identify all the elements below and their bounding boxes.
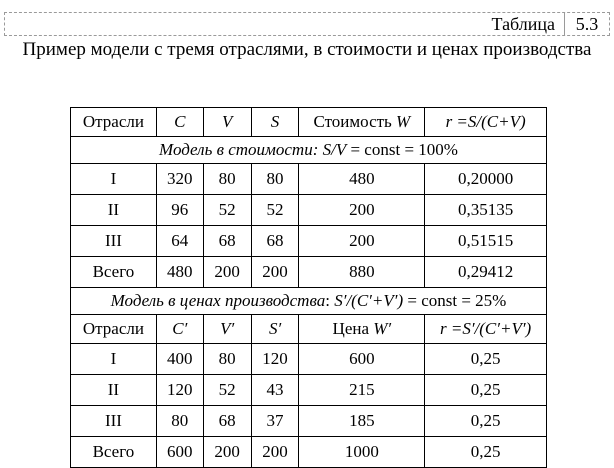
table-cell: 0,35135: [425, 195, 547, 226]
row-label-cell: Всего: [71, 437, 157, 468]
table-row: [71, 164, 547, 195]
header2-r: r =S′/(C′+V′): [425, 315, 547, 344]
model-table: [70, 107, 547, 468]
header2-w-symbol: W′: [373, 319, 392, 338]
table-cell: 80: [251, 164, 299, 195]
header-row-value: [71, 108, 547, 137]
table-cell: 96: [156, 195, 203, 226]
header2-c: C′: [156, 315, 203, 344]
header-w: [299, 108, 425, 137]
section-value-formula-var: S/V: [322, 140, 347, 159]
section-row-value: [71, 137, 547, 164]
table-cell: 68: [251, 226, 299, 257]
header-w-symbol: W: [396, 112, 411, 131]
table-row: [71, 375, 547, 406]
section-row-price: [71, 288, 547, 315]
section-value-formula-rest: = const = 100%: [346, 140, 458, 159]
table-cell: 64: [156, 226, 203, 257]
table-cell: 215: [299, 375, 425, 406]
header-row-price: [71, 315, 547, 344]
row-label-cell: I: [71, 344, 157, 375]
row-label-cell: III: [71, 406, 157, 437]
table-cell: 480: [299, 164, 425, 195]
row-label-cell: Всего: [71, 257, 157, 288]
table-cell: 200: [251, 257, 299, 288]
table-cell: 400: [156, 344, 203, 375]
row-label-cell: II: [71, 195, 157, 226]
table-cell: 320: [156, 164, 203, 195]
table-cell: 80: [156, 406, 203, 437]
header-s: S: [251, 108, 299, 137]
table-cell: 0,25: [425, 344, 547, 375]
header-branches: Отрасли: [71, 108, 157, 137]
section-value-label: Модель в стоимости:: [159, 140, 323, 159]
header2-s: S′: [251, 315, 299, 344]
section-price-formula-rest: = const = 25%: [403, 291, 507, 310]
table-cell: 0,25: [425, 406, 547, 437]
table-cell: 600: [156, 437, 203, 468]
caption-number: 5.3: [564, 13, 609, 35]
header-c: C: [156, 108, 203, 137]
section-price-label: Модель в ценах производства: [110, 291, 326, 310]
table-cell: 480: [156, 257, 203, 288]
header2-branches: Отрасли: [71, 315, 157, 344]
table-row: [71, 257, 547, 288]
table-caption-bar: [4, 12, 610, 36]
table-cell: 0,51515: [425, 226, 547, 257]
table-title: Пример модели с тремя отраслями, в стоимости и ценах производства: [22, 39, 592, 60]
section-price-model: [71, 288, 547, 315]
table-cell: 600: [299, 344, 425, 375]
table-cell: 200: [299, 226, 425, 257]
table-cell: 52: [251, 195, 299, 226]
table-cell: 200: [251, 437, 299, 468]
section-value-model: [71, 137, 547, 164]
table-body: [71, 108, 547, 468]
row-label-cell: II: [71, 375, 157, 406]
caption-label: Таблица: [491, 14, 555, 34]
table-cell: 80: [203, 344, 251, 375]
table-cell: 200: [299, 195, 425, 226]
header2-v: V′: [203, 315, 251, 344]
table-cell: 120: [251, 344, 299, 375]
table-row: [71, 406, 547, 437]
header-v: V: [203, 108, 251, 137]
table-cell: 68: [203, 406, 251, 437]
row-label-cell: III: [71, 226, 157, 257]
table-cell: 200: [203, 257, 251, 288]
table-row: [71, 195, 547, 226]
header2-w: [299, 315, 425, 344]
table-cell: 185: [299, 406, 425, 437]
table-cell: 37: [251, 406, 299, 437]
header2-w-text: Цена: [332, 319, 374, 338]
table-row: [71, 226, 547, 257]
table-row: [71, 437, 547, 468]
header-r: r =S/(C+V): [425, 108, 547, 137]
table-cell: 200: [203, 437, 251, 468]
section-price-formula-var: S′/(C′+V′): [334, 291, 404, 310]
table-cell: 43: [251, 375, 299, 406]
table-cell: 1000: [299, 437, 425, 468]
table-cell: 0,25: [425, 375, 547, 406]
table-cell: 80: [203, 164, 251, 195]
table-cell: 52: [203, 195, 251, 226]
table-cell: 52: [203, 375, 251, 406]
table-cell: 880: [299, 257, 425, 288]
table-row: [71, 344, 547, 375]
table-cell: 68: [203, 226, 251, 257]
table-cell: 0,20000: [425, 164, 547, 195]
table-cell: 0,29412: [425, 257, 547, 288]
section-price-colon: :: [325, 291, 335, 310]
table-cell: 0,25: [425, 437, 547, 468]
header-w-text: Стоимость: [313, 112, 397, 131]
row-label-cell: I: [71, 164, 157, 195]
table-cell: 120: [156, 375, 203, 406]
